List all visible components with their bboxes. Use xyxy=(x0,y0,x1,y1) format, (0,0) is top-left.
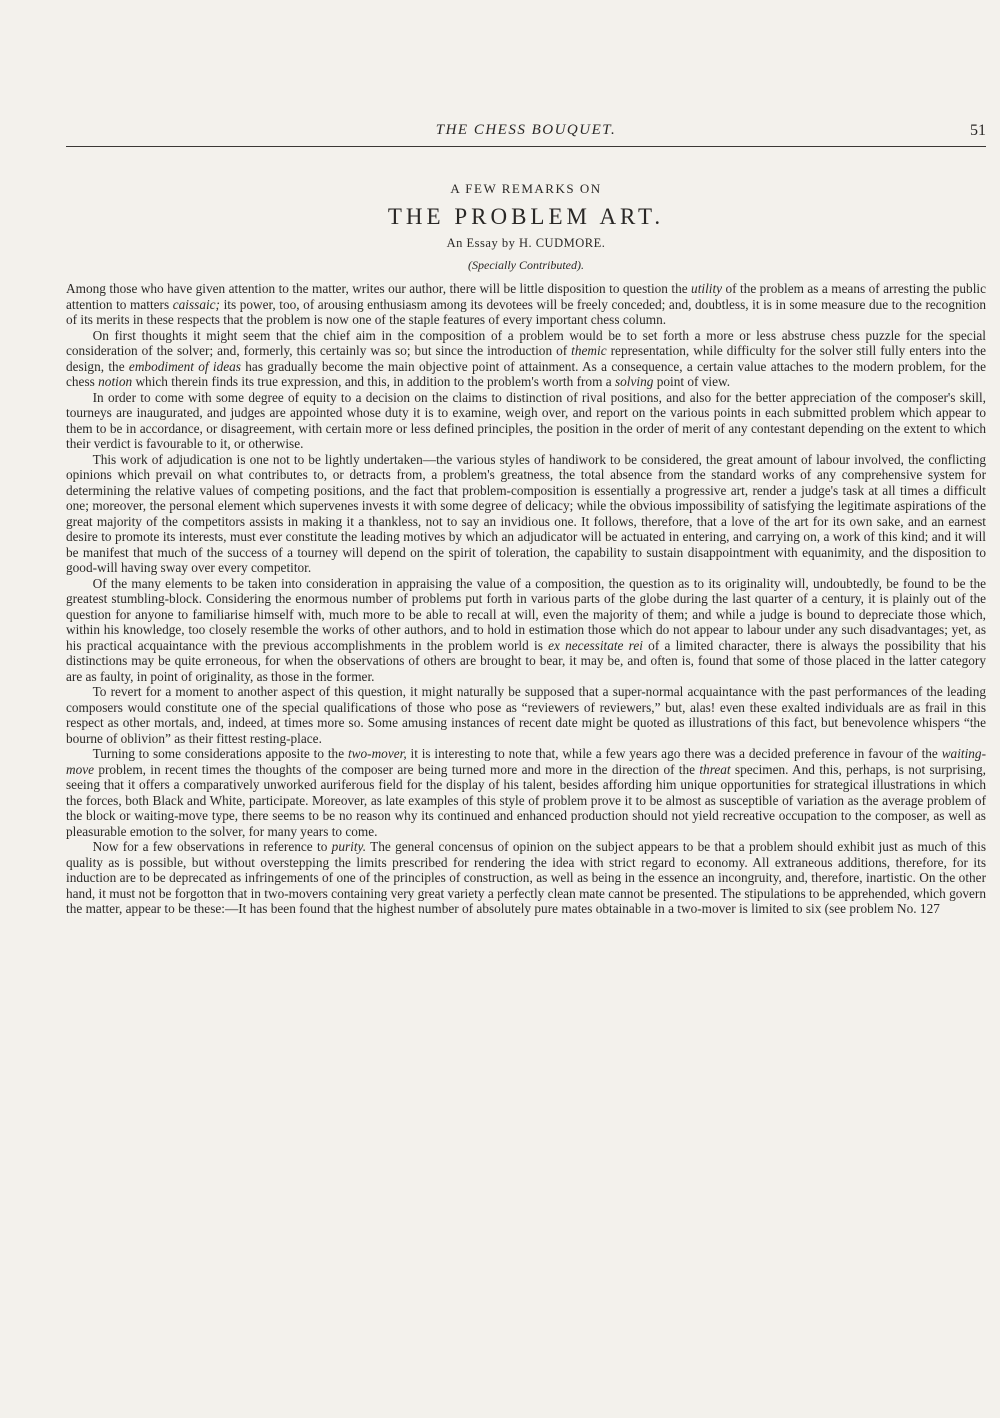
text-run: point of view. xyxy=(653,374,731,389)
italic-run: solving xyxy=(614,374,654,389)
text-run: To revert for a moment to another aspect of this question, it might naturally be supposed that a super-normal acquaintance with the past performances of the leading composers would constitute one of the special qualifications of those who pose as “reviewers of reviewers,” but, alas! even these exalted individuals are as frail in this respect as other mortals, and, indeed, at times more so. Some amusing instances of recent date might be quoted as illustrations of this fact, but benevolence whispers “the bourne of oblivion” as their fittest resting-place. xyxy=(66,684,986,746)
article-body xyxy=(66,281,986,917)
body-paragraph xyxy=(66,328,986,390)
text-run: it is interesting to note that, while a few years ago there was a decided preference in favour of the xyxy=(406,746,942,761)
text-run: has gradually become the main objective point of attainment. As a consequence, a certain value attaches to the modern problem, for the chess xyxy=(66,358,986,389)
italic-run: ex necessitate rei xyxy=(548,637,643,653)
text-run: Now for a few observations in reference to xyxy=(92,839,332,854)
article-kicker: A FEW REMARKS ON xyxy=(450,181,602,196)
italic-run: threat xyxy=(699,761,731,777)
text-run: representation, while difficulty for the solver still fully enters into the design, the xyxy=(66,343,987,374)
text-run: of a limited character, there is always the possibility that his distinctions may be quite erroneous, for when the observations of others are brought to bear, it may be, and often is, found that some of those placed in the latter category are as faulty, in point of originality, as those in the former. xyxy=(66,637,986,684)
text-run: its power, too, of arousing enthusiasm among its devotees will be freely conceded; and, doubtless, it is in some measure due to the recognition of its merits in these respects that the problem is now one of the staple features of every important chess column. xyxy=(66,296,986,327)
text-run: The general concensus of opinion on the subject appears to be that a problem should exhibit just as much of this quality as is possible, but without overstepping the limits prescribed for rendering the idea with strict regard to economy. All extraneous additions, therefore, for its induction are to be deprecated as infringements of one of the principles of construction, as well as being in the essence an incongruity, and, therefore, inartistic. On the other hand, it must not be forgotton that in two-movers containing very great variety a perfectly clean mate cannot be presented. The stipulations to be apprehended, which govern the matter, appear to be these:—It has been found that the highest number of absolutely pure mates obtainable in a two-mover is limited to six (see problem No. 127 xyxy=(66,839,986,916)
body-paragraph xyxy=(66,390,986,452)
text-run: Turning to some considerations apposite to the xyxy=(92,746,348,761)
article-title: THE PROBLEM ART. xyxy=(387,204,665,229)
text-run: problem, in recent times the thoughts of the composer are being turned more and more in the direction of the xyxy=(94,761,700,777)
article-contributed-note: (Specially Contributed). xyxy=(468,258,584,272)
text-run: Among those who have given attention to the matter, writes our author, there will be little disposition to question the xyxy=(66,281,692,296)
body-paragraph xyxy=(66,684,986,746)
text-run: specimen. And this, perhaps, is not surprising, seeing that it offers a comparatively unworked auriferous field for the display of his talent, besides affording him unique opportunities for strategical illustrations in which the forces, both Black and White, participate. Moreover, as late examples of this style of problem prove it to be almost as susceptible of variation as the average problem of the block or waiting-move type, there seems to be no reason why its continued and enhanced production should not yield recreative occupation to the composer, as well as pleasurable emotion to the solver, for many years to come. xyxy=(66,761,986,839)
body-paragraph xyxy=(66,452,986,576)
italic-run: purity. xyxy=(331,839,367,854)
italic-run: waiting-move xyxy=(66,746,987,777)
book-page xyxy=(66,118,986,1298)
italic-run: caissaic; xyxy=(172,296,220,312)
running-title: THE CHESS BOUQUET. xyxy=(435,122,617,138)
body-paragraph xyxy=(66,281,986,328)
body-paragraph xyxy=(66,746,986,839)
body-paragraph xyxy=(66,576,986,685)
text-run: Of the many elements to be taken into consideration in appraising the value of a composition, the question as to its originality will, undoubtedly, be found to be the greatest stumbling-block. Considering the enormous number of problems put forth in various parts of the globe during the last quarter of a century, it is plainly out of the question for anyone to familiarise himself with, much more to be able to recall at will, even the majority of them; and while a judge is bound to depreciate those which, within his knowledge, too closely resemble the works of other authors, and to hold in estimation those which do not appear to labour under any such disadvantages; yet, as his practical acquaintance with the previous accomplishments in the problem world is xyxy=(66,575,986,653)
text-run: of the problem as a means of arresting the public attention to matters xyxy=(66,281,986,312)
text-run: In order to come with some degree of equity to a decision on the claims to distinction of rival positions, and also for the better appreciation of the composer's skill, tourneys are inaugurated, and judges are appointed whose duty it is to examine, weigh over, and report on the various points in each submitted problem which appear to them to be in accordance, or disagreement, with certain more or less defined principles, the position in the order of merit of any contestant depending on the extent to which their verdict is favourable to it, or otherwise. xyxy=(66,389,986,451)
text-run: which therein finds its true expression, and this, in addition to the problem's worth from a xyxy=(132,374,615,389)
italic-run: notion xyxy=(98,374,133,389)
italic-run: themic xyxy=(571,343,607,358)
running-head xyxy=(66,118,986,147)
article-byline: An Essay by H. CUDMORE. xyxy=(446,236,606,250)
italic-run: utility xyxy=(691,281,723,296)
text-run: This work of adjudication is one not to be lightly undertaken—the various styles of handiwork to be considered, the great amount of labour involved, the conflicting opinions which prevail on what contributes to, or detracts from, a problem's greatness, the total absence from the standard works of any comprehensive system for determining the relative values of competing positions, and the fact that problem-composition is essentially a progressive art, render a judge's task at all times a difficult one; moreover, the personal element which supervenes invests it with some degree of delicacy; while the obvious impossibility of satisfying the legitimate aspirations of the great majority of the competitors assists in making it a thankless, not to say an invidious one. It follows, therefore, that a love of the art for its own sake, and an earnest desire to promote its interests, must ever constitute the leading motives by which an adjudicator will be actuated in entering, and carrying on, a work of this kind; and it will be manifest that much of the success of a tourney will depend on the spirit of toleration, the capability to sustain disappointment with equanimity, and the disposition to good-will having sway over every competitor. xyxy=(66,451,986,575)
page-number: 51 xyxy=(970,122,986,139)
italic-run: embodiment of ideas xyxy=(128,358,241,374)
italic-run: two-mover, xyxy=(347,746,407,761)
body-paragraph xyxy=(66,839,986,917)
text-run: On first thoughts it might seem that the chief aim in the composition of a problem would be to set forth a more or less abstruse chess puzzle for the special consideration of the solver; and, formerly, this certainly was so; but since the introduction of xyxy=(66,327,986,358)
